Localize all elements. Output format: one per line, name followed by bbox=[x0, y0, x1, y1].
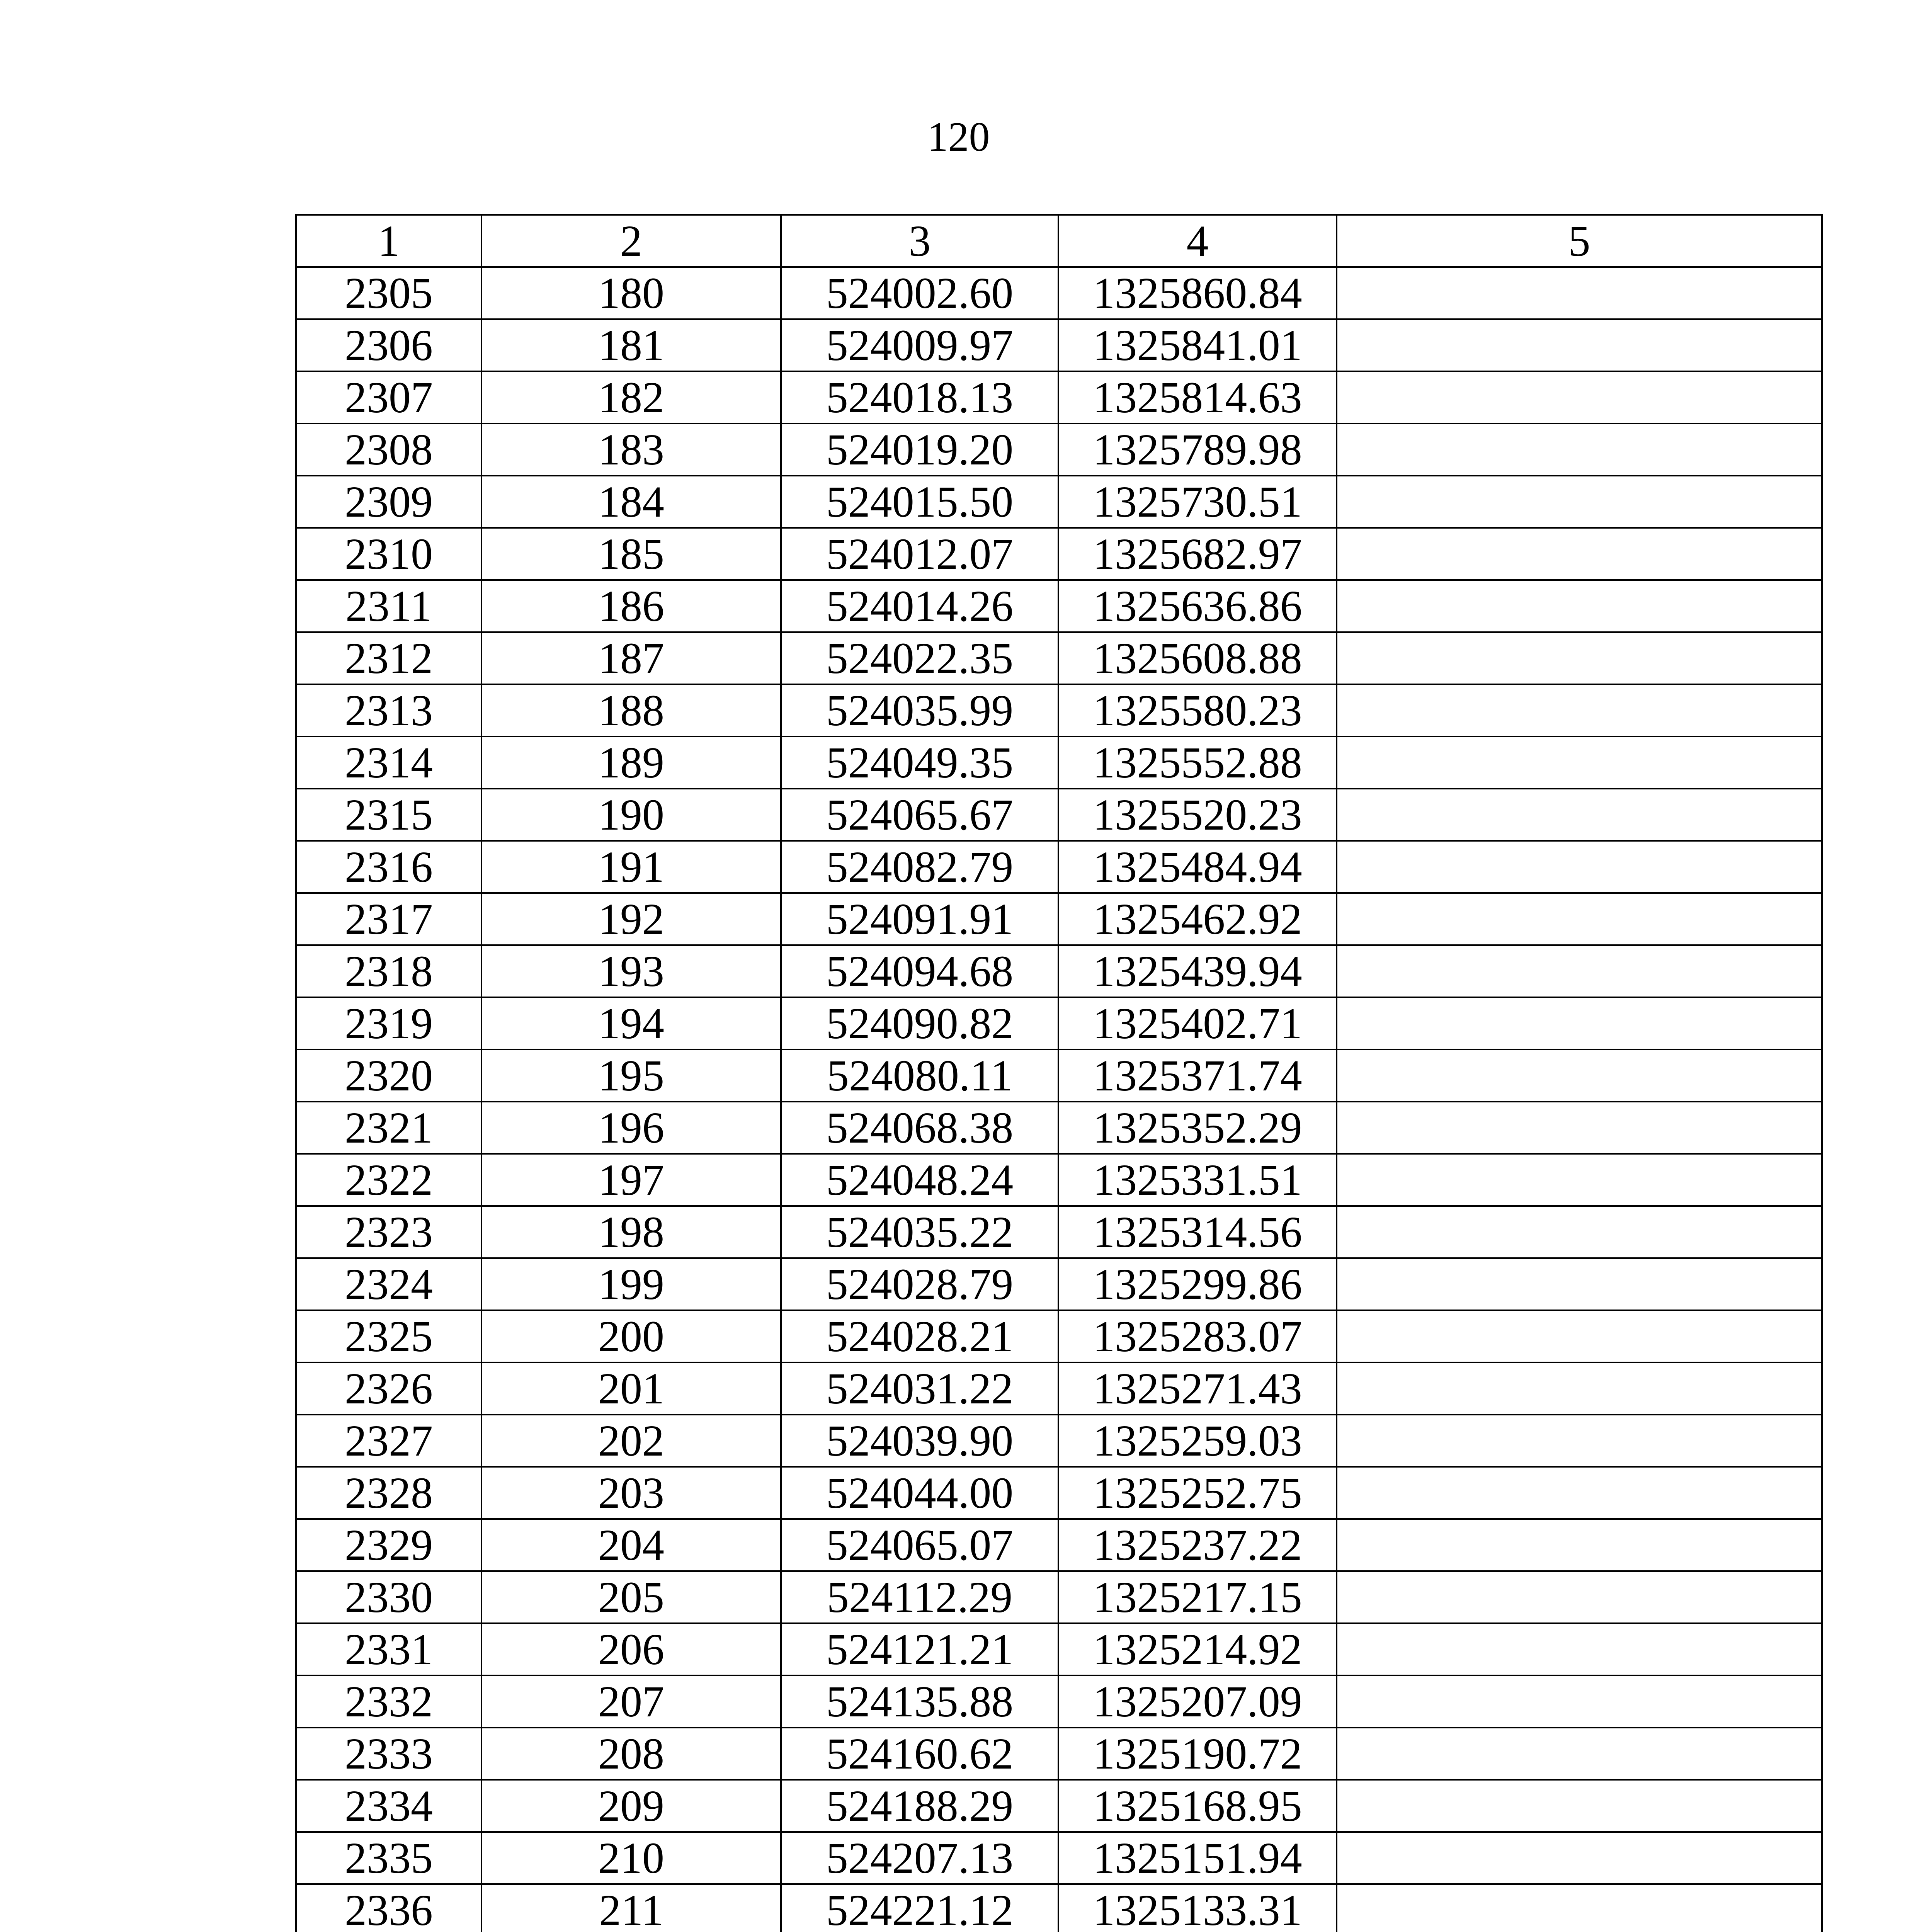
table-cell-col-5 bbox=[1337, 1206, 1822, 1258]
table-cell-col-5 bbox=[1337, 1415, 1822, 1467]
table-cell-col-4: 1325259.03 bbox=[1058, 1415, 1337, 1467]
page-number: 120 bbox=[927, 114, 990, 160]
table-cell-col-3: 524065.07 bbox=[781, 1519, 1058, 1571]
table-cell-col-3: 524065.67 bbox=[781, 789, 1058, 841]
table-cell-col-1: 2335 bbox=[296, 1832, 481, 1884]
table-cell-col-2: 198 bbox=[481, 1206, 781, 1258]
table-row bbox=[296, 1467, 1822, 1519]
table-cell-col-2: 197 bbox=[481, 1154, 781, 1206]
table-cell-col-3: 524049.35 bbox=[781, 736, 1058, 789]
table-cell-col-2: 199 bbox=[481, 1258, 781, 1310]
table-cell-col-2: 189 bbox=[481, 736, 781, 789]
table-row bbox=[296, 476, 1822, 528]
table-cell-col-5 bbox=[1337, 997, 1822, 1049]
table-cell-col-2: 200 bbox=[481, 1310, 781, 1362]
table-cell-col-1: 2319 bbox=[296, 997, 481, 1049]
table-cell-col-1: 2336 bbox=[296, 1884, 481, 1932]
table-cell-col-1: 2310 bbox=[296, 528, 481, 580]
table-cell-col-3: 524207.13 bbox=[781, 1832, 1058, 1884]
table-cell-col-5 bbox=[1337, 893, 1822, 945]
table-cell-col-5 bbox=[1337, 1780, 1822, 1832]
table-cell-col-5 bbox=[1337, 371, 1822, 423]
table-cell-col-5 bbox=[1337, 1832, 1822, 1884]
table-cell-col-2: 209 bbox=[481, 1780, 781, 1832]
table-cell-col-5 bbox=[1337, 1154, 1822, 1206]
table-row bbox=[296, 841, 1822, 893]
table-row bbox=[296, 1728, 1822, 1780]
table-cell-col-1: 2315 bbox=[296, 789, 481, 841]
table-cell-col-3: 524022.35 bbox=[781, 632, 1058, 684]
table-cell-col-2: 182 bbox=[481, 371, 781, 423]
table-cell-col-2: 193 bbox=[481, 945, 781, 997]
table-cell-col-5 bbox=[1337, 1675, 1822, 1728]
table-row bbox=[296, 1884, 1822, 1932]
table-cell-col-4: 1325682.97 bbox=[1058, 528, 1337, 580]
table-cell-col-4: 1325814.63 bbox=[1058, 371, 1337, 423]
header-cell-col-2: 2 bbox=[481, 215, 781, 267]
table-cell-col-4: 1325841.01 bbox=[1058, 319, 1337, 371]
table-row bbox=[296, 1310, 1822, 1362]
table-cell-col-4: 1325214.92 bbox=[1058, 1623, 1337, 1675]
header-cell-col-1: 1 bbox=[296, 215, 481, 267]
table-row bbox=[296, 1258, 1822, 1310]
table-cell-col-2: 190 bbox=[481, 789, 781, 841]
table-cell-col-2: 185 bbox=[481, 528, 781, 580]
table-row bbox=[296, 267, 1822, 319]
table-cell-col-3: 524048.24 bbox=[781, 1154, 1058, 1206]
table-cell-col-1: 2320 bbox=[296, 1049, 481, 1102]
table-cell-col-2: 202 bbox=[481, 1415, 781, 1467]
table-row bbox=[296, 789, 1822, 841]
table-cell-col-1: 2325 bbox=[296, 1310, 481, 1362]
table-cell-col-4: 1325636.86 bbox=[1058, 580, 1337, 632]
table-cell-col-5 bbox=[1337, 423, 1822, 476]
table-cell-col-3: 524039.90 bbox=[781, 1415, 1058, 1467]
table-cell-col-5 bbox=[1337, 1102, 1822, 1154]
table-cell-col-5 bbox=[1337, 789, 1822, 841]
table-cell-col-1: 2329 bbox=[296, 1519, 481, 1571]
header-cell-col-4: 4 bbox=[1058, 215, 1337, 267]
table-row bbox=[296, 528, 1822, 580]
table-cell-col-4: 1325608.88 bbox=[1058, 632, 1337, 684]
table-cell-col-4: 1325168.95 bbox=[1058, 1780, 1337, 1832]
table-cell-col-4: 1325190.72 bbox=[1058, 1728, 1337, 1780]
table-cell-col-3: 524018.13 bbox=[781, 371, 1058, 423]
table-cell-col-4: 1325520.23 bbox=[1058, 789, 1337, 841]
table-cell-col-1: 2328 bbox=[296, 1467, 481, 1519]
table-cell-col-2: 195 bbox=[481, 1049, 781, 1102]
table-cell-col-5 bbox=[1337, 1310, 1822, 1362]
table-cell-col-2: 184 bbox=[481, 476, 781, 528]
table-cell-col-2: 180 bbox=[481, 267, 781, 319]
table-cell-col-4: 1325730.51 bbox=[1058, 476, 1337, 528]
table-cell-col-4: 1325133.31 bbox=[1058, 1884, 1337, 1932]
table-cell-col-1: 2305 bbox=[296, 267, 481, 319]
table-row bbox=[296, 1102, 1822, 1154]
table-cell-col-2: 192 bbox=[481, 893, 781, 945]
table-cell-col-3: 524009.97 bbox=[781, 319, 1058, 371]
table-row bbox=[296, 945, 1822, 997]
coordinates-table bbox=[295, 214, 1823, 1932]
table-cell-col-1: 2326 bbox=[296, 1362, 481, 1415]
table-cell-col-1: 2311 bbox=[296, 580, 481, 632]
table-row bbox=[296, 1362, 1822, 1415]
table-cell-col-3: 524188.29 bbox=[781, 1780, 1058, 1832]
table-cell-col-3: 524028.21 bbox=[781, 1310, 1058, 1362]
table-cell-col-5 bbox=[1337, 1728, 1822, 1780]
table-cell-col-5 bbox=[1337, 1571, 1822, 1623]
header-cell-col-5: 5 bbox=[1337, 215, 1822, 267]
table-cell-col-4: 1325402.71 bbox=[1058, 997, 1337, 1049]
table-cell-col-2: 210 bbox=[481, 1832, 781, 1884]
table-cell-col-1: 2332 bbox=[296, 1675, 481, 1728]
table-cell-col-4: 1325331.51 bbox=[1058, 1154, 1337, 1206]
table-row bbox=[296, 1780, 1822, 1832]
table-row bbox=[296, 684, 1822, 736]
table-cell-col-5 bbox=[1337, 1362, 1822, 1415]
table-cell-col-1: 2317 bbox=[296, 893, 481, 945]
table-cell-col-5 bbox=[1337, 1623, 1822, 1675]
table-cell-col-3: 524135.88 bbox=[781, 1675, 1058, 1728]
table-cell-col-4: 1325207.09 bbox=[1058, 1675, 1337, 1728]
table-cell-col-2: 205 bbox=[481, 1571, 781, 1623]
table-cell-col-2: 188 bbox=[481, 684, 781, 736]
table-cell-col-4: 1325789.98 bbox=[1058, 423, 1337, 476]
table-cell-col-3: 524035.22 bbox=[781, 1206, 1058, 1258]
table-cell-col-1: 2318 bbox=[296, 945, 481, 997]
table-cell-col-1: 2334 bbox=[296, 1780, 481, 1832]
table-cell-col-1: 2306 bbox=[296, 319, 481, 371]
table-cell-col-3: 524080.11 bbox=[781, 1049, 1058, 1102]
table-cell-col-1: 2316 bbox=[296, 841, 481, 893]
table-cell-col-3: 524221.12 bbox=[781, 1884, 1058, 1932]
table-row bbox=[296, 1154, 1822, 1206]
table-cell-col-4: 1325860.84 bbox=[1058, 267, 1337, 319]
table-cell-col-3: 524012.07 bbox=[781, 528, 1058, 580]
table-cell-col-3: 524035.99 bbox=[781, 684, 1058, 736]
table-cell-col-4: 1325299.86 bbox=[1058, 1258, 1337, 1310]
table-cell-col-3: 524014.26 bbox=[781, 580, 1058, 632]
table-cell-col-4: 1325283.07 bbox=[1058, 1310, 1337, 1362]
table-cell-col-3: 524044.00 bbox=[781, 1467, 1058, 1519]
table-row bbox=[296, 1415, 1822, 1467]
table-cell-col-4: 1325462.92 bbox=[1058, 893, 1337, 945]
table-cell-col-3: 524090.82 bbox=[781, 997, 1058, 1049]
table-cell-col-1: 2321 bbox=[296, 1102, 481, 1154]
table-cell-col-4: 1325439.94 bbox=[1058, 945, 1337, 997]
table-cell-col-2: 183 bbox=[481, 423, 781, 476]
table-cell-col-5 bbox=[1337, 319, 1822, 371]
table-cell-col-5 bbox=[1337, 632, 1822, 684]
table-row bbox=[296, 1675, 1822, 1728]
table-cell-col-5 bbox=[1337, 1519, 1822, 1571]
table-cell-col-4: 1325484.94 bbox=[1058, 841, 1337, 893]
table-cell-col-2: 206 bbox=[481, 1623, 781, 1675]
table-row bbox=[296, 319, 1822, 371]
table-cell-col-1: 2312 bbox=[296, 632, 481, 684]
table-cell-col-1: 2330 bbox=[296, 1571, 481, 1623]
table-cell-col-2: 186 bbox=[481, 580, 781, 632]
table-cell-col-3: 524082.79 bbox=[781, 841, 1058, 893]
table-cell-col-1: 2313 bbox=[296, 684, 481, 736]
table-cell-col-1: 2333 bbox=[296, 1728, 481, 1780]
table-cell-col-5 bbox=[1337, 1884, 1822, 1932]
table-row bbox=[296, 1623, 1822, 1675]
table-cell-col-3: 524028.79 bbox=[781, 1258, 1058, 1310]
table-cell-col-3: 524002.60 bbox=[781, 267, 1058, 319]
table-cell-col-2: 203 bbox=[481, 1467, 781, 1519]
table-cell-col-5 bbox=[1337, 1258, 1822, 1310]
table-cell-col-2: 187 bbox=[481, 632, 781, 684]
table-cell-col-3: 524068.38 bbox=[781, 1102, 1058, 1154]
table-cell-col-4: 1325237.22 bbox=[1058, 1519, 1337, 1571]
table-row bbox=[296, 1206, 1822, 1258]
table-cell-col-1: 2309 bbox=[296, 476, 481, 528]
header-cell-col-3: 3 bbox=[781, 215, 1058, 267]
table-cell-col-5 bbox=[1337, 736, 1822, 789]
table-row bbox=[296, 1832, 1822, 1884]
table-cell-col-2: 211 bbox=[481, 1884, 781, 1932]
table-row bbox=[296, 736, 1822, 789]
table-cell-col-5 bbox=[1337, 1049, 1822, 1102]
table-cell-col-5 bbox=[1337, 1467, 1822, 1519]
table-cell-col-5 bbox=[1337, 841, 1822, 893]
table-cell-col-3: 524031.22 bbox=[781, 1362, 1058, 1415]
table-cell-col-2: 204 bbox=[481, 1519, 781, 1571]
table-cell-col-3: 524015.50 bbox=[781, 476, 1058, 528]
table-cell-col-5 bbox=[1337, 945, 1822, 997]
table-row bbox=[296, 580, 1822, 632]
table-cell-col-1: 2307 bbox=[296, 371, 481, 423]
table-cell-col-2: 201 bbox=[481, 1362, 781, 1415]
table-cell-col-3: 524019.20 bbox=[781, 423, 1058, 476]
table-row bbox=[296, 1571, 1822, 1623]
table-cell-col-5 bbox=[1337, 684, 1822, 736]
table-cell-col-3: 524094.68 bbox=[781, 945, 1058, 997]
table-cell-col-1: 2323 bbox=[296, 1206, 481, 1258]
table-cell-col-2: 207 bbox=[481, 1675, 781, 1728]
table-cell-col-2: 181 bbox=[481, 319, 781, 371]
table-row bbox=[296, 1519, 1822, 1571]
table-cell-col-4: 1325217.15 bbox=[1058, 1571, 1337, 1623]
table-row bbox=[296, 893, 1822, 945]
table-cell-col-4: 1325371.74 bbox=[1058, 1049, 1337, 1102]
table-cell-col-1: 2327 bbox=[296, 1415, 481, 1467]
table-cell-col-4: 1325552.88 bbox=[1058, 736, 1337, 789]
table-cell-col-5 bbox=[1337, 580, 1822, 632]
table-cell-col-2: 191 bbox=[481, 841, 781, 893]
table-cell-col-3: 524121.21 bbox=[781, 1623, 1058, 1675]
table-row bbox=[296, 997, 1822, 1049]
table-cell-col-4: 1325252.75 bbox=[1058, 1467, 1337, 1519]
table-body bbox=[296, 267, 1822, 1932]
table-header-row bbox=[296, 215, 1822, 267]
table-cell-col-2: 196 bbox=[481, 1102, 781, 1154]
table-cell-col-2: 208 bbox=[481, 1728, 781, 1780]
table-cell-col-5 bbox=[1337, 476, 1822, 528]
table-cell-col-4: 1325271.43 bbox=[1058, 1362, 1337, 1415]
table-cell-col-1: 2314 bbox=[296, 736, 481, 789]
table-row bbox=[296, 632, 1822, 684]
table-cell-col-1: 2308 bbox=[296, 423, 481, 476]
table-cell-col-4: 1325314.56 bbox=[1058, 1206, 1337, 1258]
table-cell-col-5 bbox=[1337, 267, 1822, 319]
table-row bbox=[296, 1049, 1822, 1102]
table-cell-col-4: 1325352.29 bbox=[1058, 1102, 1337, 1154]
table-row bbox=[296, 371, 1822, 423]
table-cell-col-1: 2322 bbox=[296, 1154, 481, 1206]
table-cell-col-4: 1325151.94 bbox=[1058, 1832, 1337, 1884]
table-row bbox=[296, 423, 1822, 476]
table-cell-col-3: 524091.91 bbox=[781, 893, 1058, 945]
table-cell-col-3: 524160.62 bbox=[781, 1728, 1058, 1780]
table-cell-col-4: 1325580.23 bbox=[1058, 684, 1337, 736]
table-cell-col-1: 2324 bbox=[296, 1258, 481, 1310]
table-cell-col-1: 2331 bbox=[296, 1623, 481, 1675]
table-cell-col-5 bbox=[1337, 528, 1822, 580]
table-cell-col-3: 524112.29 bbox=[781, 1571, 1058, 1623]
table-cell-col-2: 194 bbox=[481, 997, 781, 1049]
